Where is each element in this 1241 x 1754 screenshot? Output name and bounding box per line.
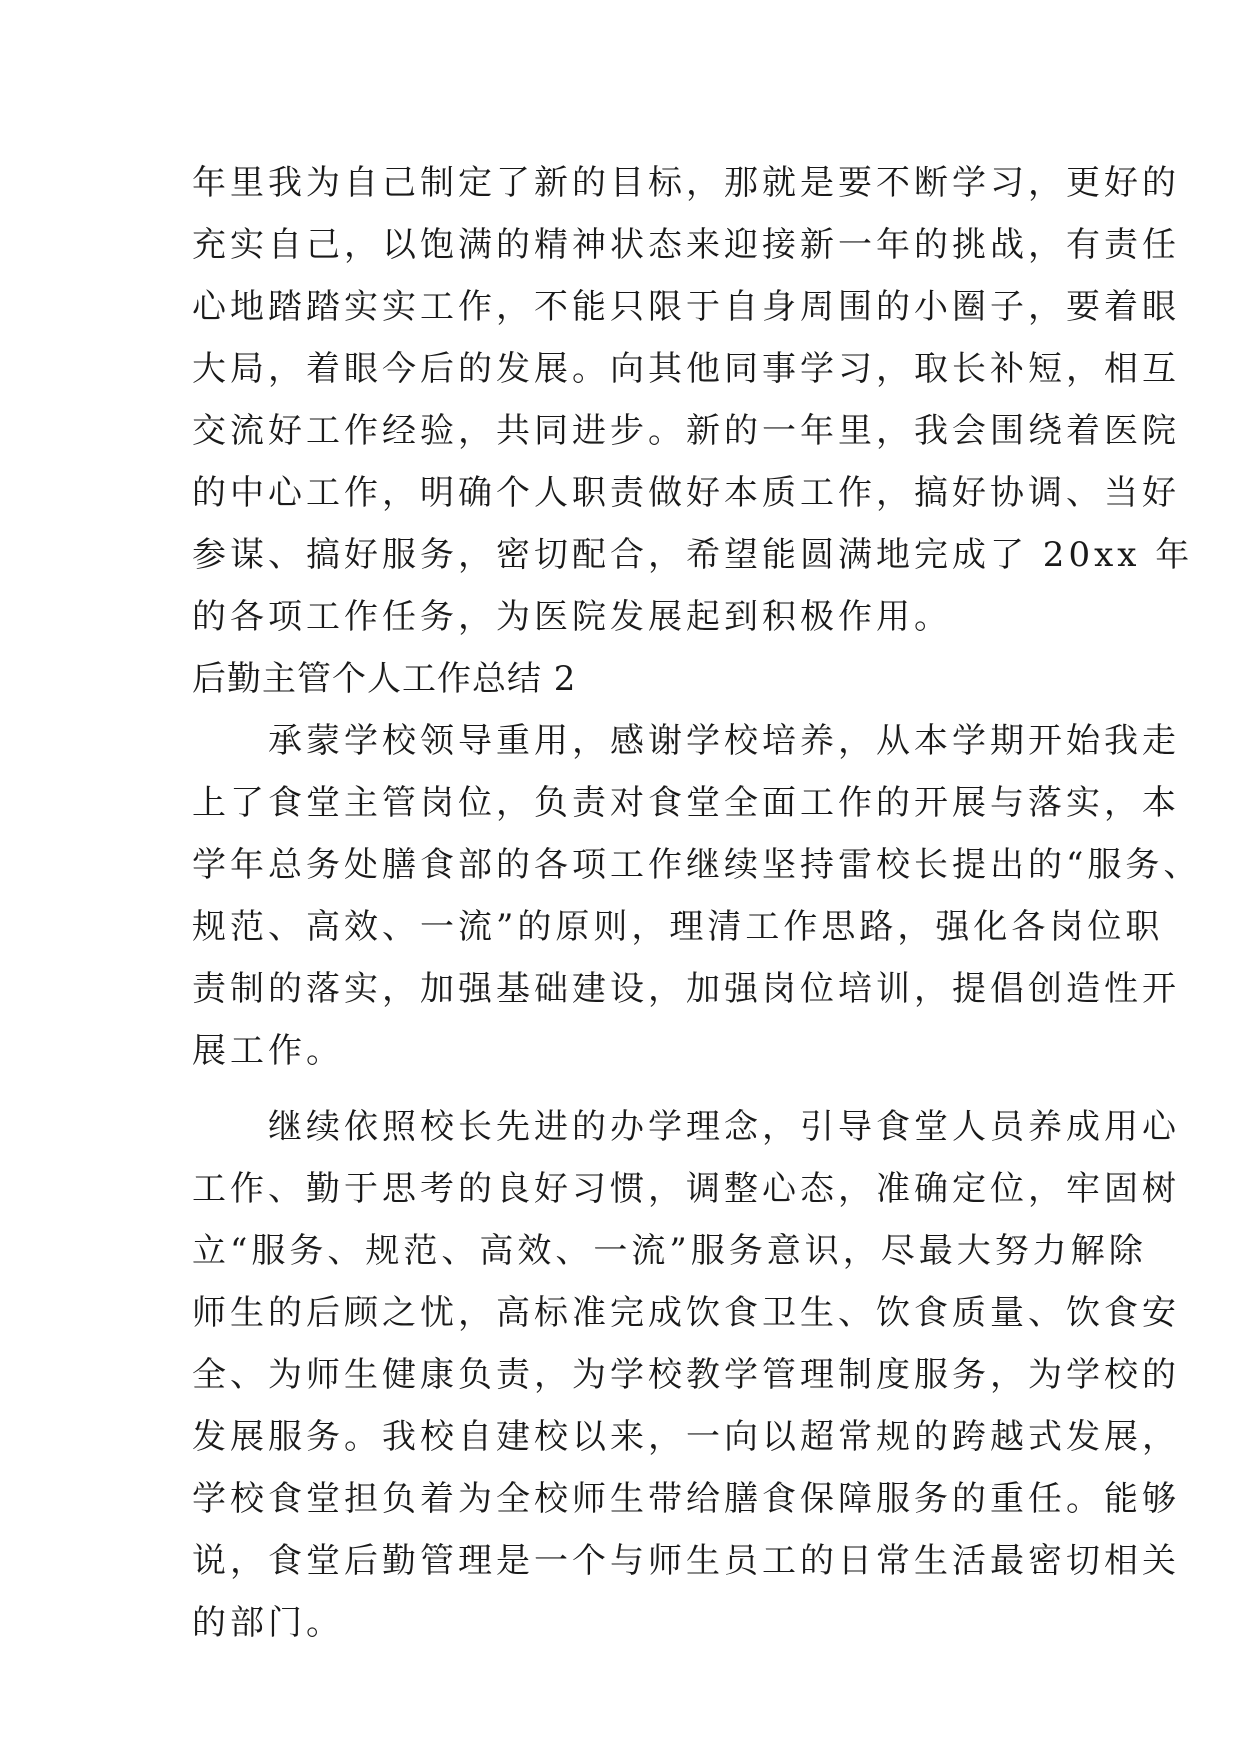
paragraph xyxy=(192,710,1202,1082)
text-line: 参谋、搞好服务，密切配合，希望能圆满地完成了 20xx 年 xyxy=(192,535,1194,575)
text-line: 规范、高效、一流”的原则，理清工作思路，强化各岗位职 xyxy=(192,907,1164,947)
text-line: 责制的落实，加强基础建设，加强岗位培训，提倡创造性开 xyxy=(192,969,1180,1009)
text-line: 学校食堂担负着为全校师生带给膳食保障服务的重任。能够 xyxy=(192,1479,1180,1519)
paragraph-spacer xyxy=(192,1082,1062,1096)
text-line: 师生的后顾之忧，高标准完成饮食卫生、饮食质量、饮食安 xyxy=(192,1293,1180,1333)
text-line: 立“服务、规范、高效、一流”服务意识，尽最大努力解除 xyxy=(192,1231,1147,1271)
text-line: 交流好工作经验，共同进步。新的一年里，我会围绕着医院 xyxy=(192,411,1180,451)
text-line: 展工作。 xyxy=(192,1031,344,1071)
text-line: 充实自己，以饱满的精神状态来迎接新一年的挑战，有责任 xyxy=(192,225,1180,265)
text-line: 大局，着眼今后的发展。向其他同事学习，取长补短，相互 xyxy=(192,349,1180,389)
text-line: 发展服务。我校自建校以来，一向以超常规的跨越式发展， xyxy=(192,1417,1180,1457)
text-line: 说，食堂后勤管理是一个与师生员工的日常生活最密切相关 xyxy=(192,1541,1180,1581)
section-heading: 后勤主管个人工作总结 2 xyxy=(192,659,577,699)
text-line: 的部门。 xyxy=(192,1603,344,1643)
text-line: 年里我为自己制定了新的目标，那就是要不断学习，更好的 xyxy=(192,163,1180,203)
text-line: 上了食堂主管岗位，负责对食堂全面工作的开展与落实，本 xyxy=(192,783,1180,823)
paragraph-continuation xyxy=(192,152,1194,648)
text-line: 的中心工作，明确个人职责做好本质工作，搞好协调、当好 xyxy=(192,473,1180,513)
text-line: 全、为师生健康负责，为学校教学管理制度服务，为学校的 xyxy=(192,1355,1180,1395)
paragraph xyxy=(192,1096,1180,1654)
text-line: 工作、勤于思考的良好习惯，调整心态，准确定位，牢固树 xyxy=(192,1169,1180,1209)
text-line: 承蒙学校领导重用，感谢学校培养，从本学期开始我走 xyxy=(192,721,1180,761)
text-line: 心地踏踏实实工作，不能只限于自身周围的小圈子，要着眼 xyxy=(192,287,1180,327)
text-line: 继续依照校长先进的办学理念，引导食堂人员养成用心 xyxy=(192,1107,1180,1147)
document-body xyxy=(192,152,1202,1654)
text-line: 的各项工作任务，为医院发展起到积极作用。 xyxy=(192,597,952,637)
text-line: 学年总务处膳食部的各项工作继续坚持雷校长提出的“服务、 xyxy=(192,845,1202,885)
